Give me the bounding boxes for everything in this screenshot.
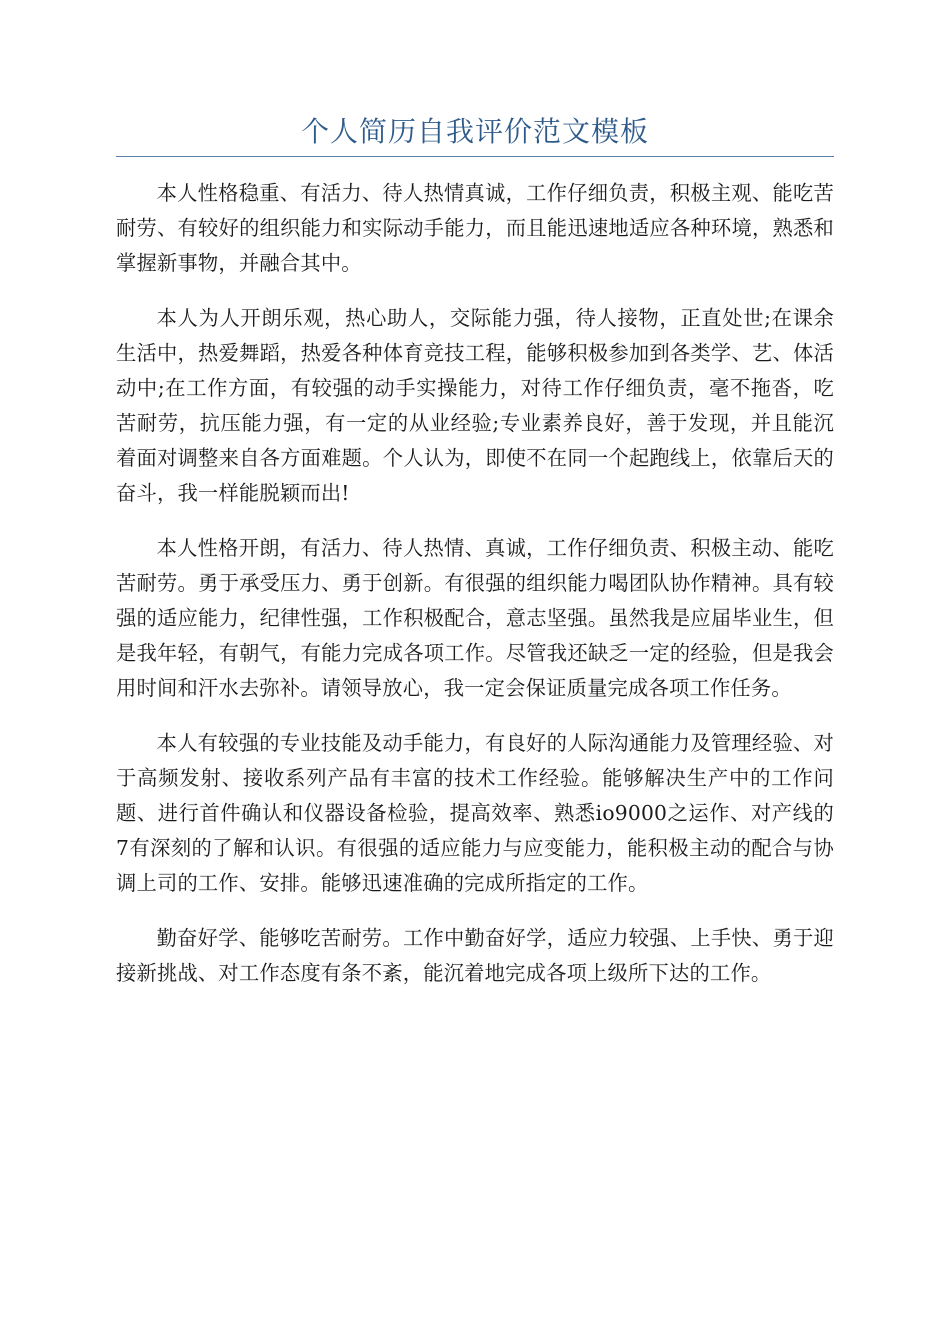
paragraph-1: 本人性格稳重、有活力、待人热情真诚，工作仔细负责，积极主观、能吃苦耐劳、有较好的组织能力和实际动手能力，而且能迅速地适应各种环境，熟悉和掌握新事物，并融合其中。 xyxy=(116,181,834,275)
paragraph-4: 本人有较强的专业技能及动手能力，有良好的人际沟通能力及管理经验、对于高频发射、接收系列产品有丰富的技术工作经验。能够解决生产中的工作问题、进行首件确认和仪器设备检验，提高效率、熟悉io9000之运作、对产线的7有深刻的了解和认识。有很强的适应能力与应变能力，能积极主动的配合与协调上司的工作、安排。能够迅速准确的完成所指定的工作。 xyxy=(116,731,834,895)
title-block xyxy=(116,112,834,157)
page-title: 个人简历自我评价范文模板 xyxy=(300,115,649,148)
document-body xyxy=(116,176,834,1011)
paragraph-5: 勤奋好学、能够吃苦耐劳。工作中勤奋好学，适应力较强、上手快、勇于迎接新挑战、对工作态度有条不紊，能沉着地完成各项上级所下达的工作。 xyxy=(116,926,834,985)
paragraph-3: 本人性格开朗，有活力、待人热情、真诚，工作仔细负责、积极主动、能吃苦耐劳。勇于承受压力、勇于创新。有很强的组织能力喝团队协作精神。具有较强的适应能力，纪律性强，工作积极配合，意志坚强。虽然我是应届毕业生，但是我年轻，有朝气，有能力完成各项工作。尽管我还缺乏一定的经验，但是我会用时间和汗水去弥补。请领导放心，我一定会保证质量完成各项工作任务。 xyxy=(116,536,834,700)
paragraph-2: 本人为人开朗乐观，热心助人，交际能力强，待人接物，正直处世;在课余生活中，热爱舞蹈，热爱各种体育竞技工程，能够积极参加到各类学、艺、体活动中;在工作方面，有较强的动手实操能力，对待工作仔细负责，毫不拖沓，吃苦耐劳，抗压能力强，有一定的从业经验;专业素养良好，善于发现，并且能沉着面对调整来自各方面难题。个人认为，即使不在同一个起跑线上，依靠后天的奋斗，我一样能脱颖而出! xyxy=(116,306,834,505)
